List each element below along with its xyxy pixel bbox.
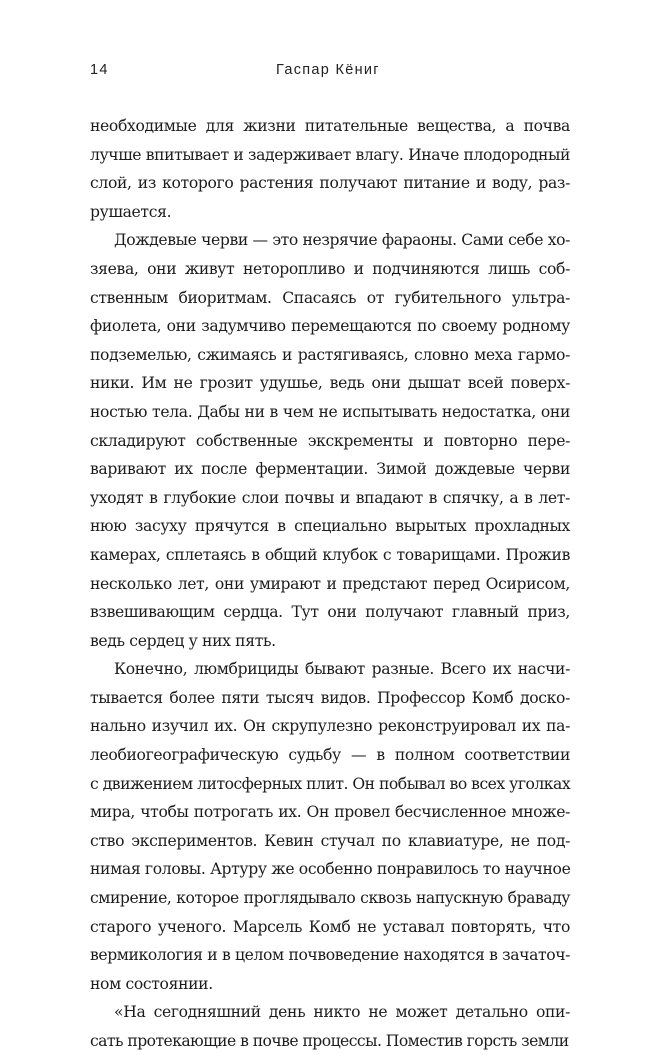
- text-line: с движением литосферных плит. Он побывал во всех уголках: [90, 774, 571, 793]
- text-line: сать протекающие в почве процессы. Поместив горсть земли: [90, 1032, 569, 1050]
- text-line: ственным биоритмам. Спасаясь от губительного ультра-: [90, 288, 570, 307]
- text-line: ном состоянии.: [90, 974, 213, 993]
- text-line: нюю засуху прячутся в специально вырытых прохладных: [90, 517, 570, 536]
- paragraph: [90, 655, 570, 998]
- running-header: [90, 62, 570, 84]
- paragraph: [90, 998, 570, 1055]
- text-line: Конечно, люмбрициды бывают разные. Всего их насчи-: [114, 660, 570, 679]
- text-line: взвешивающим сердца. Тут они получают главный приз,: [90, 603, 570, 622]
- text-line: камерах, сплетаясь в общий клубок с товарищами. Прожив: [90, 545, 570, 564]
- text-line: фиолета, они задумчиво перемещаются по своему родному: [90, 317, 570, 336]
- text-line: вермикология и в целом почвоведение находятся в зачаточ-: [90, 946, 570, 965]
- page-number: 14: [90, 62, 109, 78]
- text-line: ностью тела. Дабы ни в чем не испытывать недостатка, они: [90, 402, 570, 421]
- paragraph: [90, 112, 570, 226]
- text-line: леобиогеографическую судьбу — в полном соответствии: [90, 746, 570, 765]
- text-line: слой, из которого растения получают питание и воду, раз-: [90, 174, 570, 193]
- text-line: несколько лет, они умирают и предстают перед Осирисом,: [90, 574, 570, 593]
- text-line: «На сегодняшний день никто не может детально опи-: [114, 1003, 570, 1022]
- text-line: рушается.: [90, 202, 172, 221]
- text-line: лучше впитывает и задерживает влагу. Иначе плодородный: [90, 145, 570, 164]
- text-line: уходят в глубокие слои почвы и впадают в спячку, а в лет-: [90, 488, 570, 507]
- text-line: складируют собственные экскременты и повторно пере-: [90, 431, 570, 450]
- text-line: подземелью, сжимаясь и растягиваясь, словно меха гармо-: [90, 345, 570, 364]
- text-line: тывается более пяти тысяч видов. Профессор Комб доско-: [90, 688, 570, 707]
- text-line: нально изучил их. Он скрупулезно реконструировал их па-: [90, 717, 570, 736]
- text-line: ство экспериментов. Кевин стучал по клавиатуре, не под-: [90, 831, 570, 850]
- text-line: старого ученого. Марсель Комб не уставал повторять, что: [90, 917, 570, 936]
- text-line: смирение, которое проглядывало сквозь напускную браваду: [90, 889, 570, 908]
- text-line: мира, чтобы потрогать их. Он провел бесчисленное множе-: [90, 803, 570, 822]
- text-line: Дождевые черви — это незрячие фараоны. Сами себе хо-: [114, 231, 570, 250]
- text-line: ведь сердец у них пять.: [90, 631, 276, 650]
- text-line: ники. Им не грозит удушье, ведь они дышат всей поверх-: [90, 374, 570, 393]
- paragraph: [90, 226, 570, 655]
- running-title-author: Гаспар Кёниг: [276, 62, 380, 78]
- text-line: зяева, они живут неторопливо и подчиняются лишь соб-: [90, 259, 570, 278]
- text-line: нимая головы. Артуру же особенно понравилось то научное: [90, 860, 571, 879]
- body-text: [90, 112, 570, 1056]
- text-line: необходимые для жизни питательные вещества, а почва: [90, 117, 570, 135]
- text-line: варивают их после ферментации. Зимой дождевые черви: [90, 460, 570, 479]
